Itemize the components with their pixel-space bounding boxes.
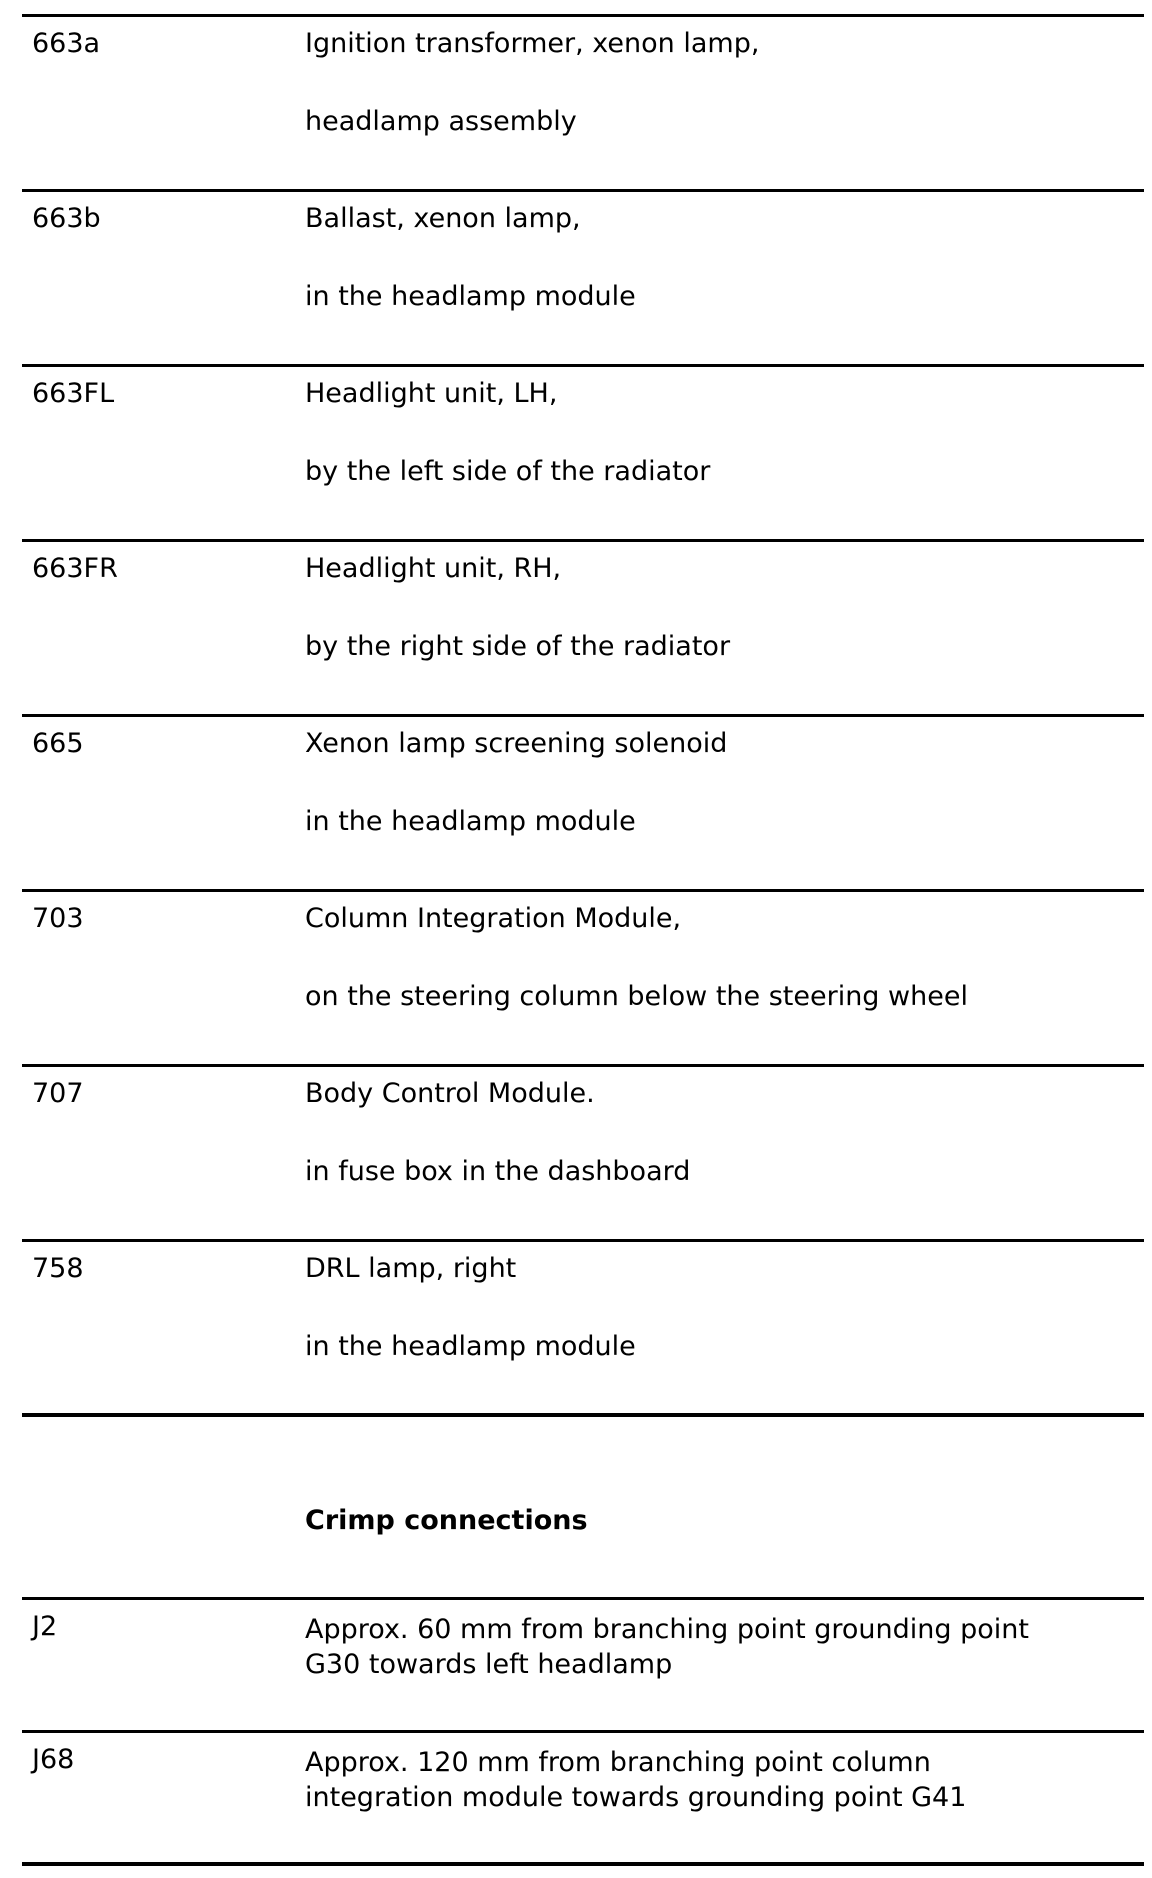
table-row (22, 192, 1144, 367)
component-description: Ignition transformer, xenon lamp, (305, 28, 760, 59)
crimp-description-line: integration module towards grounding point G41 (305, 1782, 967, 1813)
component-code: 663b (32, 203, 101, 234)
component-code: 758 (32, 1253, 84, 1284)
component-description: DRL lamp, right (305, 1253, 517, 1284)
table-row (22, 1733, 1144, 1866)
component-location: by the left side of the radiator (305, 456, 711, 487)
crimp-code: J68 (32, 1744, 75, 1775)
crimp-description (305, 1745, 966, 1815)
table-row (22, 1067, 1144, 1242)
crimp-table (22, 1597, 1144, 1866)
component-code: 663a (32, 28, 101, 59)
table-row (22, 717, 1144, 892)
component-location: headlamp assembly (305, 106, 577, 137)
component-location: in the headlamp module (305, 1331, 636, 1362)
table-row (22, 17, 1144, 192)
component-location: on the steering column below the steering wheel (305, 981, 968, 1012)
component-code: 665 (32, 728, 84, 759)
component-location: in fuse box in the dashboard (305, 1156, 691, 1187)
crimp-description (305, 1612, 1029, 1682)
component-description: Headlight unit, RH, (305, 553, 562, 584)
component-description: Headlight unit, LH, (305, 378, 558, 409)
component-code: 703 (32, 903, 84, 934)
crimp-description-line: Approx. 60 mm from branching point grounding point (305, 1614, 1029, 1645)
component-description: Body Control Module. (305, 1078, 595, 1109)
component-code: 663FL (32, 378, 115, 409)
crimp-description-line: Approx. 120 mm from branching point column (305, 1747, 931, 1778)
table-row (22, 1600, 1144, 1733)
crimp-code: J2 (32, 1611, 58, 1642)
component-location: in the headlamp module (305, 806, 636, 837)
component-location: in the headlamp module (305, 281, 636, 312)
component-code: 663FR (32, 553, 118, 584)
components-table (22, 14, 1144, 1417)
document (22, 14, 1144, 1866)
component-description: Xenon lamp screening solenoid (305, 728, 728, 759)
table-row (22, 542, 1144, 717)
component-description: Column Integration Module, (305, 903, 682, 934)
component-code: 707 (32, 1078, 84, 1109)
table-row (22, 892, 1144, 1067)
table-row (22, 1242, 1144, 1417)
component-location: by the right side of the radiator (305, 631, 731, 662)
section-heading: Crimp connections (305, 1505, 588, 1536)
table-row (22, 367, 1144, 542)
component-description: Ballast, xenon lamp, (305, 203, 581, 234)
crimp-description-line: G30 towards left headlamp (305, 1649, 673, 1680)
crimp-heading-block (22, 1417, 1144, 1597)
